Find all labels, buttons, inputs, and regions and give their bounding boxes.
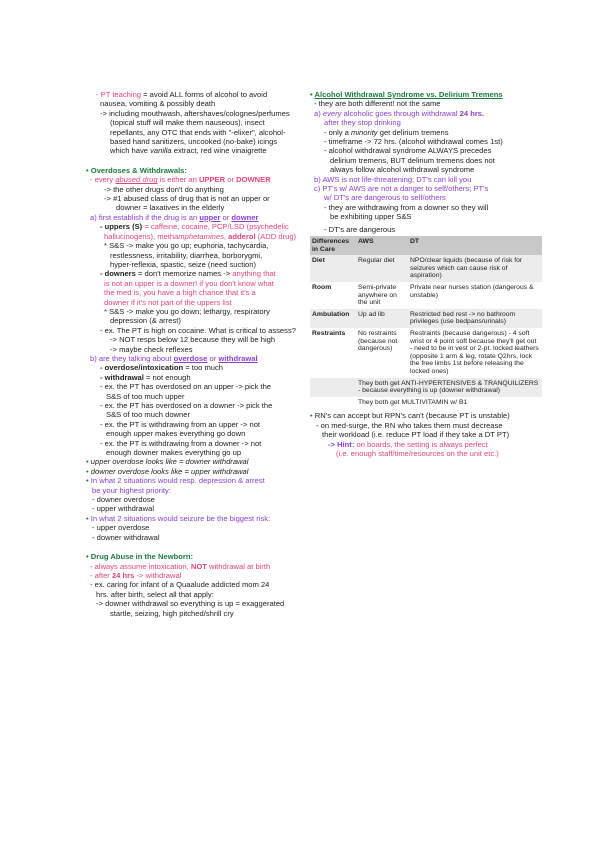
table-row: Diet Regular diet NPO/clear liquids (because of risk for seizures which can cause risk of aspiration): [310, 255, 542, 282]
table-row: [310, 397, 542, 409]
text-line: restlessness, irritability, diarrhea, borborygmi,: [110, 250, 263, 260]
text-line: be your highest priority:: [92, 485, 171, 495]
pt-teaching-line: - PT teaching = avoid ALL forms of alcohol to avoid: [96, 90, 268, 99]
table-header-row: [310, 236, 542, 255]
text-line: - withdrawal = not enough: [100, 372, 191, 382]
text-line: w/ DT's are dangerous to self/others: [324, 193, 446, 203]
text-line: depression (& arrest): [110, 316, 181, 326]
vitamin-cell: They both get MULTIVITAMIN w/ B1: [358, 398, 468, 406]
text-line: hallucinogens), methamphetamines, adderol (ADD drug): [104, 231, 297, 241]
text-line: (topical stuff will make them nauseous), insect: [110, 118, 265, 128]
text-line: hyper-reflexia, spastic, seize (need suction): [110, 259, 257, 269]
text-line: downer = laxatives in the elderly: [116, 203, 225, 213]
text-line: - alcohol withdrawal syndrome ALWAYS precedes: [324, 146, 492, 156]
text-line: S&S of too much upper: [106, 391, 185, 401]
text-line: enough upper makes everything go down: [106, 429, 246, 439]
text-line: - only a minority get delirium tremens: [324, 127, 449, 137]
text-line: • RN's can accept but RPN's can't (because PT is unstable): [310, 411, 510, 421]
text-line: - ex. the PT is withdrawing from a downer -> not: [100, 438, 262, 448]
text-line: the med is, you have a high chance that it's a: [104, 288, 256, 298]
text-line: - DT's are dangerous: [324, 224, 396, 234]
text-line: - they are both different! not the same: [314, 99, 441, 109]
text-line: -> the other drugs don't do anything: [104, 184, 224, 194]
text-line: • upper overdose looks like = downer withdrawal: [86, 457, 249, 467]
table-row: Restraints No restraints (because not dangerous) Restraints (because dangerous) - 4 soft wrist or 4 point soft because they'll get out - need to be in vest or 2-pt. locked leathers (opposite 1 arm & leg, rotate Q2hrs, lock the free limbs 1st before releasing the locked ones): [312, 330, 539, 375]
table-row: Ambulation Up ad lib Restricted bed rest -> no bathroom privileges (use bedpans/urinals): [310, 309, 542, 328]
text-line: - ex. the PT has overdosed on an upper -> pick the: [100, 382, 272, 392]
text-line: delirium tremens, BUT delirium tremens does not: [330, 155, 495, 165]
text-line: hrs. after birth, select all that apply:: [96, 589, 214, 599]
text-line: (i.e. enough staff/time/resources on the unit etc.): [336, 449, 499, 458]
text-line: is not an upper is a downer! if you don't know what: [104, 278, 274, 288]
text-line: - ex. the PT has overdosed on a downer -> pick the: [100, 401, 273, 410]
text-line: - upper overdose: [92, 523, 150, 533]
text-line: always follow alcohol withdrawal syndrome: [330, 165, 475, 175]
text-line: - upper withdrawal: [92, 504, 155, 514]
text-line: S&S of too much downer: [106, 410, 190, 420]
section-heading-newborn: • Drug Abuse in the Newborn:: [86, 552, 300, 561]
text-line: - always assume intoxication, NOT withdrawal at birth: [90, 561, 271, 571]
right-column: [310, 90, 542, 458]
text-line: - ex. caring for infant of a Quaalude addicted mom 24: [90, 580, 270, 590]
text-line: - they are withdrawing from a downer so they will: [324, 202, 489, 212]
text-line: - overdose/intoxication = too much: [100, 363, 224, 373]
text-line: * S&S -> make you go up; euphoria, tachycardia,: [104, 241, 269, 251]
text-line: • downer overdose looks like = upper withdrawal: [86, 466, 249, 476]
table-row: [310, 378, 542, 397]
text-line: • In what 2 situations would resp. depression & arrest: [86, 476, 265, 486]
text-line: nausea, vomiting & possibly death: [100, 99, 216, 109]
text-line: - downers = don't memorize names -> anything that: [100, 269, 276, 279]
text-line: - downer overdose: [92, 495, 155, 505]
text-line: based hand sanitizers, uncooked (no-bake) icings: [110, 137, 278, 147]
text-line: - ex. the PT is withdrawing from an upper -> not: [100, 419, 261, 429]
text-line: downer if it's not part of the uppers list: [104, 297, 232, 307]
text-line: -> NOT resps below 12 because they will be high: [110, 335, 276, 345]
text-line: -> maybe check reflexes: [110, 344, 193, 354]
text-line: b) AWS is not life-threatening; DT's can kill you: [314, 174, 472, 184]
text-line: b) are they talking about overdose or withdrawal: [90, 353, 258, 363]
table-row: Room Semi-private anywhere on the unit Private near nurses station (dangerous & unstable): [312, 284, 534, 307]
text-line: -> including mouthwash, aftershaves/colognes/perfumes: [100, 108, 290, 118]
text-line: - downer withdrawal: [92, 532, 160, 542]
text-line: -> #1 abused class of drug that is not an upper or: [104, 194, 270, 204]
text-line: - ex. The PT is high on cocaine. What is critical to assess?: [100, 325, 296, 335]
text-line: enough downer makes everything go up: [106, 448, 242, 458]
text-line: a) every alcoholic goes through withdrawal 24 hrs.: [314, 108, 485, 118]
left-column: [86, 90, 300, 618]
section-heading-aws: • Alcohol Withdrawal Syndrome vs. Delirium Tremens: [310, 90, 542, 99]
table-header: AWS: [356, 236, 408, 255]
meds-cell: They both get ANTI-HYPERTENSIVES & TRANQUILIZERS - because everything is up (downer withdrawal): [356, 378, 542, 397]
text-line: - after 24 hrs -> withdrawal: [90, 570, 182, 580]
text-line: - every abused drug is either an UPPER or DOWNER: [90, 175, 271, 185]
text-line: - timeframe -> 72 hrs. (alcohol withdrawal comes 1st): [324, 137, 503, 147]
text-line: repellants, any OTC that ends with "-elixer", alcohol-: [110, 127, 286, 137]
text-line: which have vanilla extract, red wine vinaigrette: [110, 146, 267, 156]
text-line: - uppers (S) = caffeine, cocaine, PCP/LSD (psychedelic: [100, 222, 289, 232]
table-header: Differences in Care: [310, 236, 356, 255]
text-line: • In what 2 situations would seizure be the biggest risk:: [86, 513, 271, 523]
differences-table: [310, 236, 542, 408]
text-line: their workload (i.e. reduce PT load if they take a DT PT): [322, 430, 510, 440]
text-line: * S&S -> make you go down; lethargy, respiratory: [104, 306, 270, 316]
text-line: be exhibiting upper S&S: [330, 212, 412, 222]
table-header: DT: [408, 236, 542, 255]
text-line: c) PT's w/ AWS are not a danger to self/others; PT's: [314, 184, 489, 194]
text-line: - on med-surge, the RN who takes them must decrease: [316, 420, 503, 430]
text-line: a) first establish if the drug is an upper or downer: [90, 212, 259, 222]
section-heading-overdoses: • Overdoses & Withdrawals:: [86, 166, 300, 175]
text-line: -> Hint: on boards, the setting is always perfect: [328, 439, 488, 449]
text-line: startle, seizing, high pitched/shrill cry: [110, 608, 234, 618]
text-line: after they stop drinking: [324, 118, 401, 128]
text-line: -> downer withdrawal so everything is up = exaggerated: [96, 599, 285, 609]
